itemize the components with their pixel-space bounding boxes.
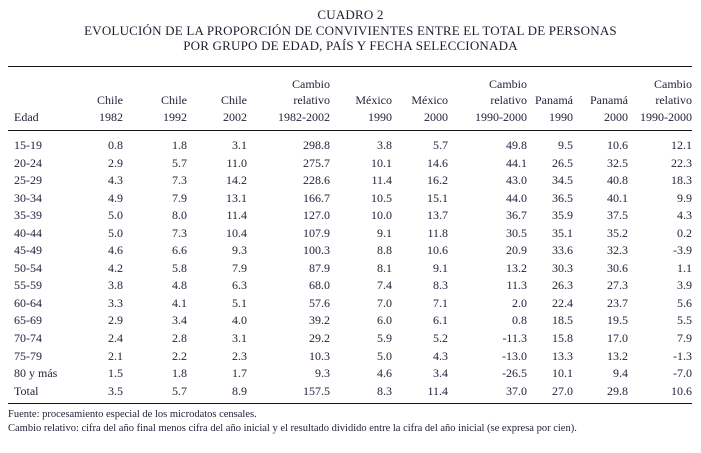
table-cell: 9.9 bbox=[677, 190, 692, 205]
column-header: Cambio relativo 1990-2000 bbox=[640, 76, 692, 124]
table-cell: 44.1 bbox=[506, 155, 527, 170]
column-header: Chile 1982 bbox=[97, 93, 123, 124]
row-label: 65-69 bbox=[14, 313, 42, 328]
table-row bbox=[8, 365, 692, 383]
row-label: 55-59 bbox=[14, 278, 42, 293]
table-cell: 3.1 bbox=[232, 138, 247, 152]
row-label: 25-29 bbox=[14, 173, 42, 188]
table-cell: 20.9 bbox=[506, 243, 527, 258]
table-cell: 3.8 bbox=[377, 138, 392, 152]
table-cell: 11.8 bbox=[427, 225, 448, 240]
table-cell: 43.0 bbox=[506, 173, 527, 188]
table-cell: -13.0 bbox=[502, 348, 527, 363]
table-cell: 6.1 bbox=[433, 313, 448, 328]
table-cell: 10.3 bbox=[309, 348, 330, 363]
table-cell: 22.4 bbox=[552, 295, 573, 310]
table-cell: 0.8 bbox=[512, 313, 527, 328]
table-cell: 29.2 bbox=[309, 331, 330, 346]
column-header: México 1990 bbox=[355, 93, 392, 124]
table-cell: 34.5 bbox=[552, 173, 573, 188]
table-cell: 127.0 bbox=[303, 208, 330, 223]
table-row bbox=[8, 277, 692, 295]
table-cell: 4.8 bbox=[172, 278, 187, 293]
table-row bbox=[8, 383, 692, 404]
definition-note: Cambio relativo: cifra del año final menos cifra del año inicial y el resultado dividido entre la cifra del año inicial (se expresa por cien). bbox=[8, 422, 577, 434]
table-cell: 40.8 bbox=[607, 173, 628, 188]
table-cell: 11.4 bbox=[427, 383, 448, 398]
table-cell: 12.1 bbox=[671, 138, 692, 152]
table-cell: 2.9 bbox=[108, 155, 123, 170]
table-cell: 7.1 bbox=[433, 295, 448, 310]
table-cell: 8.8 bbox=[377, 243, 392, 258]
table-cell: 10.1 bbox=[552, 366, 573, 381]
table-cell: 26.5 bbox=[552, 155, 573, 170]
table-cell: 3.4 bbox=[433, 366, 448, 381]
table-cell: 4.3 bbox=[108, 173, 123, 188]
table-cell: 40.1 bbox=[607, 190, 628, 205]
table-cell: 32.3 bbox=[607, 243, 628, 258]
table-cell: 166.7 bbox=[303, 190, 330, 205]
row-label: 45-49 bbox=[14, 243, 42, 258]
table-row bbox=[8, 155, 692, 173]
row-label: 40-44 bbox=[14, 225, 42, 240]
table-cell: 23.7 bbox=[607, 295, 628, 310]
table-cell: 5.5 bbox=[677, 313, 692, 328]
table-cell: 2.9 bbox=[108, 313, 123, 328]
table-cell: 13.2 bbox=[506, 260, 527, 275]
table-cell: 15.1 bbox=[427, 190, 448, 205]
table-cell: 7.9 bbox=[677, 331, 692, 346]
table-cell: 298.8 bbox=[303, 138, 330, 152]
table-cell: 13.7 bbox=[427, 208, 448, 223]
table-cell: 107.9 bbox=[303, 225, 330, 240]
table-row bbox=[8, 190, 692, 208]
row-label: 80 y más bbox=[14, 366, 58, 381]
table-cell: 6.3 bbox=[232, 278, 247, 293]
table-cell: 9.1 bbox=[433, 260, 448, 275]
column-header: Panamá 1990 bbox=[535, 93, 573, 124]
table-cell: 5.0 bbox=[377, 348, 392, 363]
row-label: 30-34 bbox=[14, 190, 42, 205]
table-cell: 1.1 bbox=[677, 260, 692, 275]
table-cell: 4.6 bbox=[377, 366, 392, 381]
table-cell: 10.4 bbox=[226, 225, 247, 240]
table-cell: 7.9 bbox=[232, 260, 247, 275]
table-cell: 10.5 bbox=[371, 190, 392, 205]
table-cell: 3.8 bbox=[108, 278, 123, 293]
table-cell: 35.9 bbox=[552, 208, 573, 223]
table-cell: 3.5 bbox=[108, 383, 123, 398]
table-cell: 30.3 bbox=[552, 260, 573, 275]
table-cell: 9.3 bbox=[315, 366, 330, 381]
table-cell: 9.4 bbox=[613, 366, 628, 381]
table-cell: 7.0 bbox=[377, 295, 392, 310]
table-row bbox=[8, 172, 692, 190]
table-cell: 13.1 bbox=[226, 190, 247, 205]
table-cell: 35.1 bbox=[552, 225, 573, 240]
table-cell: 4.0 bbox=[232, 313, 247, 328]
table-title-line2: POR GRUPO DE EDAD, PAÍS Y FECHA SELECCIONADA bbox=[183, 38, 518, 53]
table-cell: 37.5 bbox=[607, 208, 628, 223]
table-cell: 2.3 bbox=[232, 348, 247, 363]
table-cell: 87.9 bbox=[309, 260, 330, 275]
table-cell: 8.3 bbox=[377, 383, 392, 398]
table-cell: -7.0 bbox=[673, 366, 692, 381]
table-cell: 5.8 bbox=[172, 260, 187, 275]
table-cell: 13.2 bbox=[607, 348, 628, 363]
table-cell: 5.7 bbox=[433, 138, 448, 152]
table-cell: 10.6 bbox=[427, 243, 448, 258]
table-cell: 39.2 bbox=[309, 313, 330, 328]
table-cell: 44.0 bbox=[506, 190, 527, 205]
table-cell: 22.3 bbox=[671, 155, 692, 170]
table-cell: 0.2 bbox=[677, 225, 692, 240]
header-row bbox=[8, 66, 692, 131]
table-cell: 14.6 bbox=[427, 155, 448, 170]
table-cell: 19.5 bbox=[607, 313, 628, 328]
table-cell: 8.0 bbox=[172, 208, 187, 223]
table-row bbox=[8, 207, 692, 225]
table-cell: 11.4 bbox=[371, 173, 392, 188]
table-cell: 32.5 bbox=[607, 155, 628, 170]
table-title-block bbox=[0, 0, 701, 54]
table-cell: 4.9 bbox=[108, 190, 123, 205]
table-cell: 5.0 bbox=[108, 208, 123, 223]
table-cell: 228.6 bbox=[303, 173, 330, 188]
table-cell: 4.3 bbox=[677, 208, 692, 223]
table-cell: 9.1 bbox=[377, 225, 392, 240]
table-row bbox=[8, 295, 692, 313]
table-row bbox=[8, 225, 692, 243]
table-cell: 6.6 bbox=[172, 243, 187, 258]
table-cell: 27.3 bbox=[607, 278, 628, 293]
row-label: 35-39 bbox=[14, 208, 42, 223]
table-row bbox=[8, 131, 692, 155]
source-note: Fuente: procesamiento especial de los microdatos censales. bbox=[8, 409, 257, 421]
table-cell: 30.6 bbox=[607, 260, 628, 275]
table-cell: 10.1 bbox=[371, 155, 392, 170]
row-label: 75-79 bbox=[14, 348, 42, 363]
table-row bbox=[8, 242, 692, 260]
table-cell: 11.4 bbox=[226, 208, 247, 223]
table-cell: 8.3 bbox=[433, 278, 448, 293]
row-label: 60-64 bbox=[14, 295, 42, 310]
row-label: 15-19 bbox=[14, 138, 42, 152]
table-row bbox=[8, 330, 692, 348]
table-cell: 10.6 bbox=[607, 138, 628, 152]
column-header: Panamá 2000 bbox=[590, 93, 628, 124]
row-label: Total bbox=[14, 383, 39, 398]
table-cell: 27.0 bbox=[552, 383, 573, 398]
table-cell: 5.6 bbox=[677, 295, 692, 310]
table-cell: 14.2 bbox=[226, 173, 247, 188]
table-cell: 15.8 bbox=[552, 331, 573, 346]
table-cell: 6.0 bbox=[377, 313, 392, 328]
table-cell: 1.8 bbox=[172, 366, 187, 381]
table-cell: 7.3 bbox=[172, 173, 187, 188]
table-cell: 4.2 bbox=[108, 260, 123, 275]
table-cell: 5.7 bbox=[172, 383, 187, 398]
table-cell: 33.6 bbox=[552, 243, 573, 258]
table-cell: 16.2 bbox=[427, 173, 448, 188]
table-body bbox=[8, 131, 692, 404]
table-cell: 2.0 bbox=[512, 295, 527, 310]
table-cell: -11.3 bbox=[502, 331, 527, 346]
table-title-line1: EVOLUCIÓN DE LA PROPORCIÓN DE CONVIVIENTES ENTRE EL TOTAL DE PERSONAS bbox=[84, 22, 617, 38]
table-cell: 7.9 bbox=[172, 190, 187, 205]
table-cell: 7.3 bbox=[172, 225, 187, 240]
table-cell: -1.3 bbox=[673, 348, 692, 363]
table-cell: 36.7 bbox=[506, 208, 527, 223]
table-cell: 2.1 bbox=[108, 348, 123, 363]
table-cell: 3.3 bbox=[108, 295, 123, 310]
table-notes bbox=[8, 408, 701, 435]
table-number: CUADRO 2 bbox=[317, 7, 384, 22]
table-row bbox=[8, 348, 692, 366]
column-header: México 2000 bbox=[411, 93, 448, 124]
table-cell: 11.3 bbox=[506, 278, 527, 293]
table-cell: 8.1 bbox=[377, 260, 392, 275]
table-cell: -3.9 bbox=[673, 243, 692, 258]
table-cell: 1.8 bbox=[172, 138, 187, 152]
row-label: 20-24 bbox=[14, 155, 42, 170]
table-cell: 5.2 bbox=[433, 331, 448, 346]
table-cell: 9.5 bbox=[558, 138, 573, 152]
table-cell: 30.5 bbox=[506, 225, 527, 240]
table-cell: 5.1 bbox=[232, 295, 247, 310]
table-cell: 7.4 bbox=[377, 278, 392, 293]
table-cell: 37.0 bbox=[506, 383, 527, 398]
table-cell: 29.8 bbox=[607, 383, 628, 398]
table-cell: 5.0 bbox=[108, 225, 123, 240]
table-cell: 1.7 bbox=[232, 366, 247, 381]
table-cell: 3.9 bbox=[677, 278, 692, 293]
column-header: Cambio relativo 1990-2000 bbox=[475, 76, 527, 124]
table-cell: 9.3 bbox=[232, 243, 247, 258]
column-header: Cambio relativo 1982-2002 bbox=[278, 76, 330, 124]
table-cell: 13.3 bbox=[552, 348, 573, 363]
table-cell: 3.1 bbox=[232, 331, 247, 346]
table-cell: 68.0 bbox=[309, 278, 330, 293]
table-cell: 57.6 bbox=[309, 295, 330, 310]
table-row bbox=[8, 260, 692, 278]
table-cell: 2.8 bbox=[172, 331, 187, 346]
table-cell: 18.3 bbox=[671, 173, 692, 188]
table-cell: 157.5 bbox=[303, 383, 330, 398]
table-cell: 36.5 bbox=[552, 190, 573, 205]
data-table bbox=[8, 66, 692, 405]
table-cell: 2.4 bbox=[108, 331, 123, 346]
row-label: 50-54 bbox=[14, 260, 42, 275]
row-label: 70-74 bbox=[14, 331, 42, 346]
column-header: Edad bbox=[14, 109, 39, 124]
table-cell: 1.5 bbox=[108, 366, 123, 381]
table-cell: 3.4 bbox=[172, 313, 187, 328]
table-cell: 4.1 bbox=[172, 295, 187, 310]
table-cell: 275.7 bbox=[303, 155, 330, 170]
table-header bbox=[8, 66, 692, 131]
table-cell: 4.6 bbox=[108, 243, 123, 258]
table-cell: 8.9 bbox=[232, 383, 247, 398]
table-cell: 17.0 bbox=[607, 331, 628, 346]
column-header: Chile 1992 bbox=[161, 93, 187, 124]
table-cell: 4.3 bbox=[433, 348, 448, 363]
table-cell: 26.3 bbox=[552, 278, 573, 293]
table-cell: 10.0 bbox=[371, 208, 392, 223]
table-cell: 5.9 bbox=[377, 331, 392, 346]
table-cell: 11.0 bbox=[226, 155, 247, 170]
table-cell: 49.8 bbox=[506, 138, 527, 152]
table-cell: 10.6 bbox=[671, 383, 692, 398]
table-cell: 35.2 bbox=[607, 225, 628, 240]
column-header: Chile 2002 bbox=[221, 93, 247, 124]
table-cell: 18.5 bbox=[552, 313, 573, 328]
table-cell: -26.5 bbox=[502, 366, 527, 381]
table-row bbox=[8, 312, 692, 330]
table-cell: 100.3 bbox=[303, 243, 330, 258]
table-cell: 5.7 bbox=[172, 155, 187, 170]
table-cell: 2.2 bbox=[172, 348, 187, 363]
table-cell: 0.8 bbox=[108, 138, 123, 152]
